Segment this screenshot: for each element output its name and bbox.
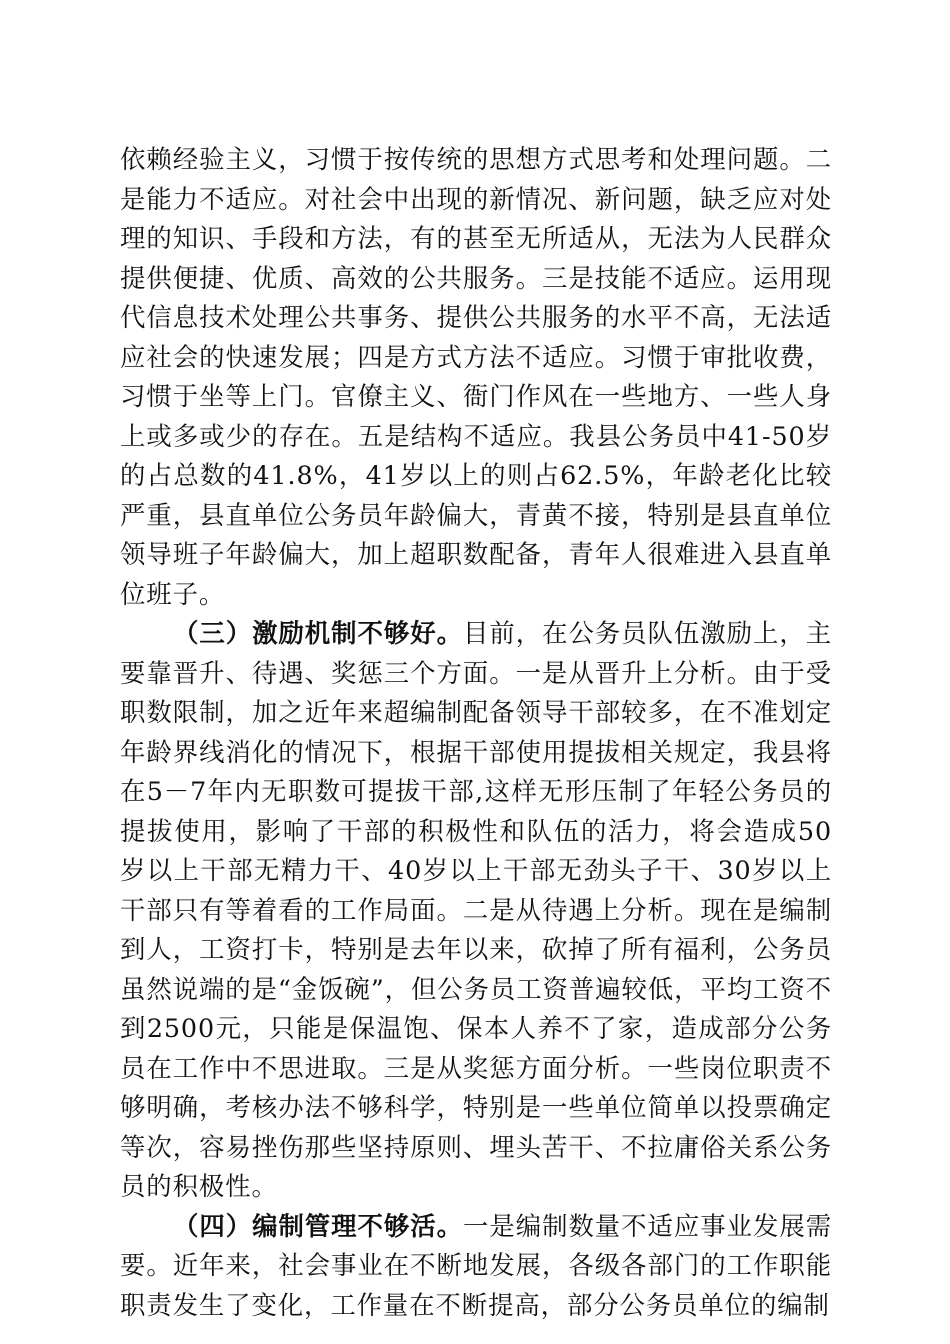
paragraph-staffing-management xyxy=(120,1207,832,1326)
paragraph-text: 目前，在公务员队伍激励上，主要靠晋升、待遇、奖惩三个方面。一是从晋升上分析。由于受职数限制，加之近年来超编制配备领导干部较多，在不准划定年龄界线消化的情况下，根据干部使用提拔相关规定，我县将在5－7年内无职数可提拔干部,这样无形压制了年轻公务员的提拔使用，影响了干部的积极性和队伍的活力，将会造成50岁以上干部无精力干、40岁以上干部无劲头子干、30岁以上干部只有等着看的工作局面。二是从待遇上分析。现在是编制到人，工资打卡，特别是去年以来，砍掉了所有福利，公务员虽然说端的是“金饭碗”，但公务员工资普遍较低，平均工资不到2500元，只能是保温饱、保本人养不了家，造成部分公务员在工作中不思进取。三是从奖惩方面分析。一些岗位职责不够明确，考核办法不够科学，特别是一些单位简单以投票确定等次，容易挫伤那些坚持原则、埋头苦干、不拉庸俗关系公务员的积极性。 xyxy=(120,618,832,1201)
section-heading-staffing: （四）编制管理不够活。 xyxy=(173,1210,463,1241)
paragraph-incentive-mechanism xyxy=(120,614,832,1207)
paragraph-structure-issues xyxy=(120,140,832,614)
paragraph-text: 一是编制数量不适应事业发展需要。近年来，社会事业在不断地发展，各级各部门的工作职能职责发生了变化，工作量在不断提高，部分公务员单位的编制 xyxy=(120,1210,832,1320)
section-heading-incentive: （三）激励机制不够好。 xyxy=(173,618,463,648)
paragraph-text: 依赖经验主义，习惯于按传统的思想方式思考和处理问题。二是能力不适应。对社会中出现的新情况、新问题，缺乏应对处理的知识、手段和方法，有的甚至无所适从，无法为人民群众提供便捷、优质、高效的公共服务。三是技能不适应。运用现代信息技术处理公共事务、提供公共服务的水平不高，无法适应社会的快速发展；四是方式方法不适应。习惯于审批收费，习惯于坐等上门。官僚主义、衙门作风在一些地方、一些人身上或多或少的存在。五是结构不适应。我县公务员中41-50岁的占总数的41.8%，41岁以上的则占62.5%，年龄老化比较严重，县直单位公务员年龄偏大，青黄不接，特别是县直单位领导班子年龄偏大，加上超职数配备，青年人很难进入县直单位班子。 xyxy=(120,144,832,609)
document-body xyxy=(120,140,832,1325)
